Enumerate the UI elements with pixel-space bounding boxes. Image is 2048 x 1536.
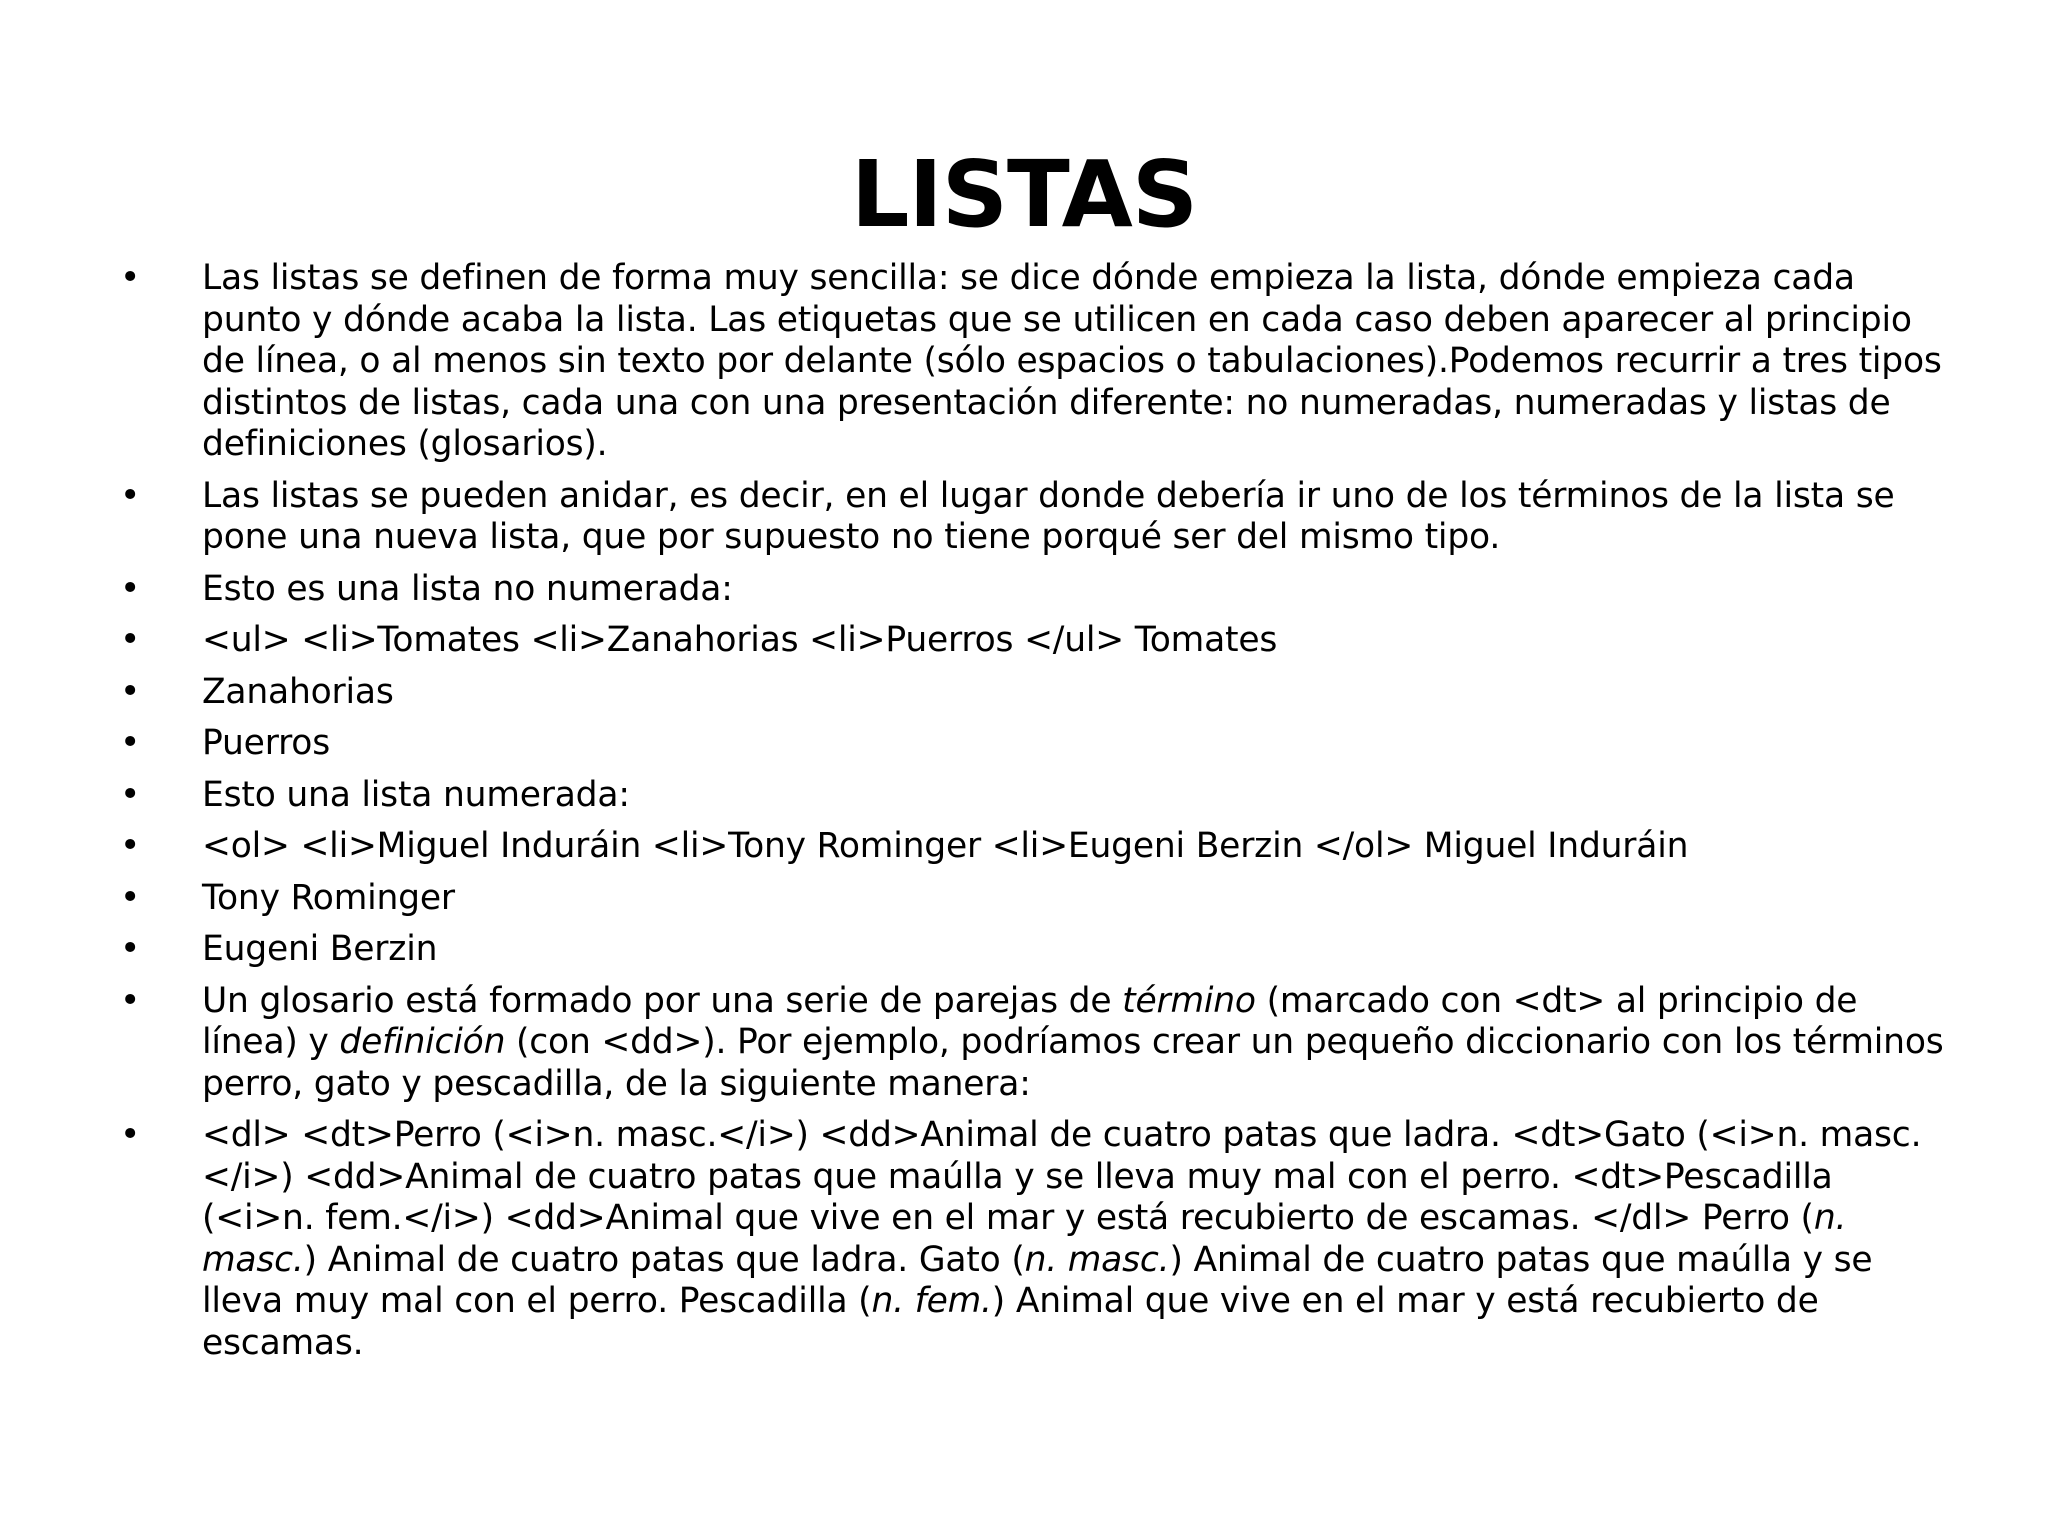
bullet-text: <ul> <li>Tomates <li>Zanahorias <li>Puerros </ul> Tomates [202,620,1278,660]
bullet-text: Zanahorias [202,671,394,712]
italic-abbrev: n. masc. [202,1198,1847,1280]
bullet-dot-icon: • [120,929,141,969]
bullet-dot-icon: • [120,980,141,1021]
bullet-dot-icon: • [120,877,141,918]
bullet-item [120,878,1950,920]
bullet-dot-icon: • [120,671,141,712]
bullet-item [120,826,1950,868]
bullet-text: Eugeni Berzin [202,929,438,969]
bullet-dot-icon: • [120,723,141,763]
bullet-text: Puerros [202,723,330,763]
bullet-text: Esto es una lista no numerada: [202,568,733,609]
bullet-item [120,476,1950,559]
italic-abbrev: n. masc. [1024,1239,1170,1280]
bullet-item-glossary-example [120,1115,1950,1364]
bullet-item [120,723,1950,765]
bullet-item [120,620,1950,662]
bullet-dot-icon: • [120,475,141,516]
bullet-text: <ol> <li>Miguel Induráin <li>Tony Rominger <li>Eugeni Berzin </ol> Miguel Induráin [202,826,1689,866]
text-run: (con <dd>). Por ejemplo, podríamos crear un pequeño diccionario con los términos perro, gato y pescadilla, de la siguiente manera: [202,1022,1944,1104]
slide-title: LISTAS [850,141,1198,248]
italic-abbrev: n. fem. [871,1281,992,1321]
italic-definition: definición [339,1022,506,1062]
bullet-item [120,672,1950,714]
bullet-item [120,569,1950,611]
bullet-dot-icon: • [120,568,141,609]
bullet-item [120,929,1950,971]
italic-term: término [1122,980,1256,1021]
text-run: ) Animal de cuatro patas que ladra. Gato ( [303,1239,1025,1280]
bullet-text [202,981,1944,1104]
bullet-text [202,1115,1921,1363]
bullet-item [120,258,1950,466]
bullet-item [120,775,1950,817]
bullet-list [120,258,1950,1374]
text-run: ) Animal que vive en el mar y está recubierto de escamas. [202,1281,1819,1363]
text-run: (marcado con <dt> al principio de línea) y [202,980,1858,1062]
bullet-dot-icon: • [120,826,141,866]
bullet-dot-icon: • [120,258,141,298]
bullet-dot-icon: • [120,774,141,815]
text-run: ) Animal de cuatro patas que maúlla y se lleva muy mal con el perro. Pescadilla ( [202,1239,1873,1321]
text-run: Un glosario está formado por una serie de parejas de [202,980,1123,1021]
bullet-text: Esto una lista numerada: [202,774,630,815]
bullet-dot-icon: • [120,620,141,660]
bullet-text: Las listas se pueden anidar, es decir, en el lugar donde debería ir uno de los términos de la lista se pone una nueva lista, que por supuesto no tiene porqué ser del mismo tipo. [202,475,1895,557]
bullet-item-glossary-intro [120,981,1950,1106]
bullet-text: Las listas se definen de forma muy sencilla: se dice dónde empieza la lista, dónde empieza cada punto y dónde acaba la lista. Las etiquetas que se utilicen en cada caso deben aparecer al principio de línea, o al menos sin texto por delante (sólo espacios o tabulaciones).Podemos recurrir a tres tipos distintos de listas, cada una con una presentación diferente: no numeradas, numeradas y listas de definiciones (glosarios). [202,258,1942,464]
bullet-dot-icon: • [120,1115,141,1155]
text-run: <dl> <dt>Perro (<i>n. masc.</i>) <dd>Animal de cuatro patas que ladra. <dt>Gato (<i>n. masc.</i>) <dd>Animal de cuatro patas que maúlla y se lleva muy mal con el perro. <dt>Pescadilla (<i>n. fem.</i>) <dd>Animal que vive en el mar y está recubierto de escamas. </dl> Perro ( [202,1115,1922,1238]
bullet-text: Tony Rominger [202,877,455,918]
